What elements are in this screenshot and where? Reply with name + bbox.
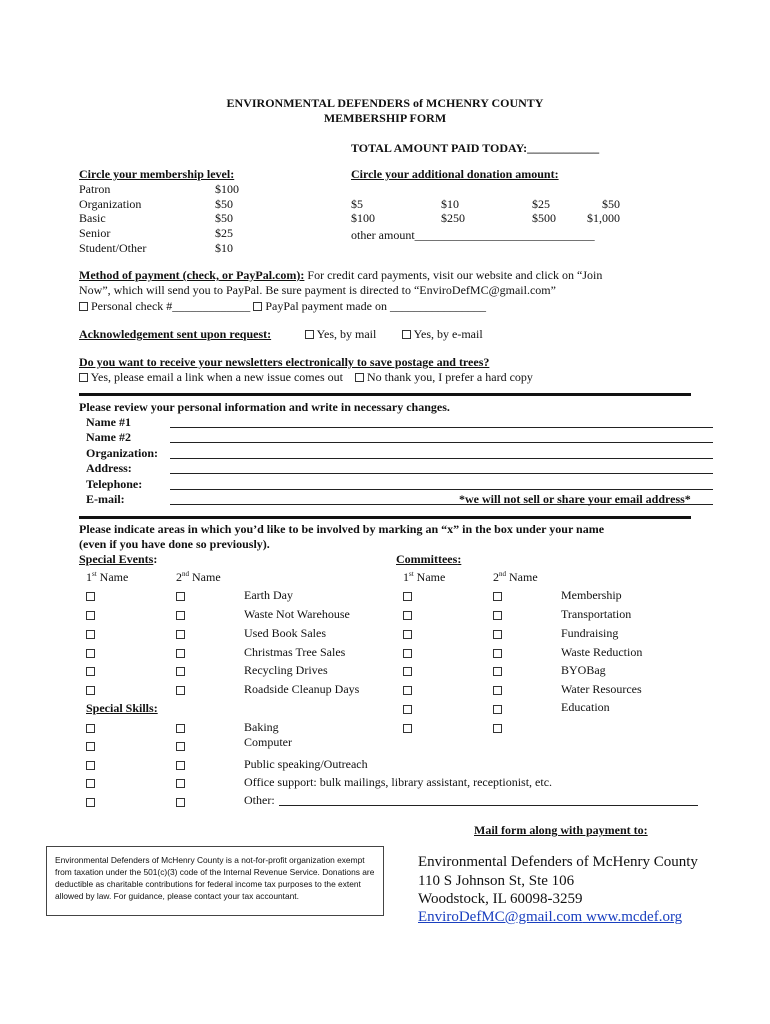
ordinal-suffix: nd (499, 570, 506, 578)
email-link[interactable]: EnviroDefMC@gmail.com (418, 909, 583, 925)
ordinal-suffix: st (409, 570, 414, 578)
website-link[interactable]: www.mcdef.org (582, 909, 683, 925)
other-amount-field[interactable]: other amount______________________________ (351, 228, 595, 242)
checkbox[interactable] (403, 724, 412, 733)
event-checkbox-name2 (176, 589, 185, 604)
committee-checkbox-name2 (493, 664, 502, 679)
paypal-checkbox[interactable] (253, 302, 262, 311)
event-checkbox-name2 (176, 646, 185, 661)
checkbox[interactable] (176, 611, 185, 620)
section-divider (79, 393, 691, 396)
newsletter-question: Do you want to receive your newsletters electronically to save postage and trees? (79, 355, 490, 369)
checkbox[interactable] (176, 779, 185, 788)
skill-label: Public speaking/Outreach (244, 757, 368, 771)
form-title: ENVIRONMENTAL DEFENDERS of MCHENRY COUNTY (226, 96, 544, 110)
skill-checkbox-name2 (176, 739, 185, 754)
event-label: Recycling Drives (244, 663, 328, 677)
donation-amount[interactable]: $25 (532, 197, 550, 211)
ack-email-label[interactable]: Yes, by e-mail (413, 327, 483, 341)
mail-street: 110 S Johnson St, Ste 106 (418, 873, 575, 889)
donation-amount[interactable]: $100 (351, 211, 375, 225)
committee-label: BYOBag (561, 663, 606, 677)
column-label: Name (96, 570, 129, 584)
checkbox[interactable] (86, 686, 95, 695)
checkbox[interactable] (493, 667, 502, 676)
donation-amount[interactable]: $250 (441, 211, 465, 225)
mail-contact (418, 908, 682, 926)
checkbox[interactable] (86, 630, 95, 639)
committee-label: Education (561, 700, 610, 714)
personal-check-checkbox[interactable] (79, 302, 88, 311)
checkbox[interactable] (176, 686, 185, 695)
event-label: Waste Not Warehouse (244, 607, 350, 621)
event-label: Used Book Sales (244, 626, 326, 640)
newsletter-yes-label[interactable]: Yes, please email a link when a new issue comes out (90, 370, 343, 384)
event-checkbox-name2 (176, 664, 185, 679)
newsletter-no-label[interactable]: No thank you, I prefer a hard copy (366, 370, 533, 384)
membership-heading: Circle your membership level: (79, 167, 235, 181)
ack-email-checkbox[interactable] (402, 330, 411, 339)
skill-label: Computer (244, 735, 292, 749)
checkbox[interactable] (493, 649, 502, 658)
second-name-column-header (176, 570, 221, 585)
checkbox[interactable] (86, 611, 95, 620)
ordinal-suffix: st (92, 570, 97, 578)
telephone-field[interactable] (170, 489, 713, 490)
organization-field[interactable] (170, 458, 713, 459)
skill-checkbox-name1 (86, 795, 95, 810)
checkbox[interactable] (176, 592, 185, 601)
checkbox[interactable] (86, 592, 95, 601)
committee-checkbox-name1 (403, 608, 412, 623)
checkbox[interactable] (403, 686, 412, 695)
special-skills-heading: Special Skills: (86, 701, 158, 715)
checkbox[interactable] (176, 667, 185, 676)
tax-exempt-notice: Environmental Defenders of McHenry County is a not-for-profit organization exempt from taxation under the 501(c)(3) code of the Internal Revenue Service. Donations are deductible as charitable contributions for federal income tax purposes to the extent allowed by law. For guidance, please contact your tax accountant. (46, 846, 384, 916)
checkbox[interactable] (86, 742, 95, 751)
committee-checkbox-name2 (493, 683, 502, 698)
special-events-label: Special Events (79, 552, 154, 566)
ordinal-suffix: nd (182, 570, 189, 578)
email-privacy-note: *we will not sell or share your email address* (459, 492, 691, 506)
donation-amount[interactable]: $5 (351, 197, 363, 211)
newsletter-no-checkbox[interactable] (355, 373, 364, 382)
skill-checkbox-name2 (176, 758, 185, 773)
committee-checkbox-name2 (493, 702, 502, 717)
checkbox[interactable] (86, 798, 95, 807)
membership-level-name[interactable]: Basic (79, 211, 106, 225)
event-checkbox-name1 (86, 589, 95, 604)
committee-label: Water Resources (561, 682, 642, 696)
column-label: Name (506, 570, 538, 584)
committee-label: Waste Reduction (561, 645, 643, 659)
donation-heading: Circle your additional donation amount: (351, 167, 559, 181)
donation-amount[interactable]: $10 (441, 197, 459, 211)
ack-mail-label[interactable]: Yes, by mail (316, 327, 377, 341)
event-label: Earth Day (244, 588, 293, 602)
event-checkbox-name1 (86, 683, 95, 698)
email-field[interactable] (170, 504, 456, 505)
checkbox[interactable] (176, 798, 185, 807)
committee-checkbox-name2 (493, 589, 502, 604)
membership-level-name[interactable]: Patron (79, 182, 111, 196)
checkbox[interactable] (493, 592, 502, 601)
skill-checkbox-name1 (86, 739, 95, 754)
checkbox[interactable] (493, 705, 502, 714)
payment-method-text: For credit card payments, visit our website and click on “Join (304, 268, 603, 282)
checkbox[interactable] (403, 630, 412, 639)
committee-checkbox-name1 (403, 646, 412, 661)
checkbox[interactable] (403, 649, 412, 658)
event-checkbox-name1 (86, 646, 95, 661)
checkbox[interactable] (86, 667, 95, 676)
column-label: Name (413, 570, 446, 584)
committee-checkbox-name1 (403, 664, 412, 679)
committee-checkbox-name2 (493, 608, 502, 623)
membership-level-amount[interactable]: $25 (215, 226, 233, 240)
committees-label: Committees (396, 552, 458, 566)
skill-checkbox-name1 (86, 721, 95, 736)
first-name-column-header (403, 570, 445, 585)
colon: : (457, 552, 462, 566)
name1-field[interactable] (170, 427, 713, 428)
committee-checkbox-name2 (493, 627, 502, 642)
payment-method-line2: Now”, which will send you to PayPal. Be sure payment is directed to “EnviroDefMC@gmail.com” (79, 283, 556, 297)
email-field-continued[interactable] (456, 504, 713, 505)
committees-heading (396, 552, 461, 567)
event-checkbox-name1 (86, 664, 95, 679)
first-name-column-header (86, 570, 128, 585)
checkbox[interactable] (86, 724, 95, 733)
committee-label: Transportation (561, 607, 632, 621)
skill-checkbox-name2 (176, 795, 185, 810)
ordinal: 1 (403, 570, 409, 584)
membership-level-name[interactable]: Senior (79, 226, 111, 240)
name1-label: Name #1 (86, 415, 131, 429)
membership-level-amount[interactable]: $50 (215, 197, 233, 211)
colon: : (153, 552, 158, 566)
acknowledgement-label: Acknowledgement sent upon request: (79, 327, 272, 341)
mail-org: Environmental Defenders of McHenry County (418, 854, 698, 870)
payment-options (79, 299, 486, 314)
checkbox[interactable] (176, 761, 185, 770)
ack-email-option (402, 327, 483, 342)
membership-level-amount[interactable]: $100 (215, 182, 239, 196)
telephone-label: Telephone: (86, 477, 143, 491)
form-subtitle: MEMBERSHIP FORM (323, 111, 447, 125)
donation-amount[interactable]: $1,000 (587, 211, 620, 225)
checkbox[interactable] (86, 649, 95, 658)
checkbox[interactable] (86, 779, 95, 788)
membership-level-name[interactable]: Student/Other (79, 241, 147, 255)
checkbox[interactable] (86, 761, 95, 770)
skill-label: Other: (244, 793, 275, 807)
event-label: Christmas Tree Sales (244, 645, 346, 659)
ack-mail-option (305, 327, 376, 342)
name2-label: Name #2 (86, 430, 131, 444)
personal-check-label[interactable]: Personal check #_____________ (91, 299, 251, 313)
involvement-subheading: (even if you have done so previously). (79, 537, 270, 551)
checkbox[interactable] (176, 630, 185, 639)
committee-checkbox-name1 (403, 627, 412, 642)
skill-checkbox-name1 (86, 758, 95, 773)
payment-method-heading: Method of payment (check, or PayPal.com): (79, 268, 305, 282)
committee-checkbox-name2 (493, 721, 502, 736)
ordinal: 2 (176, 570, 182, 584)
checkbox[interactable] (493, 611, 502, 620)
committee-checkbox-name2 (493, 646, 502, 661)
ordinal: 1 (86, 570, 92, 584)
other-skill-field[interactable] (279, 805, 698, 806)
involvement-heading: Please indicate areas in which you’d like to be involved by marking an “x” in the box under your name (79, 522, 605, 536)
checkbox[interactable] (493, 686, 502, 695)
event-checkbox-name1 (86, 627, 95, 642)
committee-checkbox-name1 (403, 721, 412, 736)
checkbox[interactable] (493, 724, 502, 733)
address-field[interactable] (170, 473, 713, 474)
checkbox[interactable] (176, 724, 185, 733)
ack-mail-checkbox[interactable] (305, 330, 314, 339)
donation-amount[interactable]: $500 (532, 211, 556, 225)
membership-level-amount[interactable]: $10 (215, 241, 233, 255)
event-checkbox-name1 (86, 608, 95, 623)
skill-checkbox-name2 (176, 776, 185, 791)
checkbox[interactable] (403, 667, 412, 676)
checkbox[interactable] (176, 649, 185, 658)
skill-checkbox-name2 (176, 721, 185, 736)
committee-checkbox-name1 (403, 683, 412, 698)
column-label: Name (189, 570, 221, 584)
paypal-label[interactable]: PayPal payment made on ________________ (265, 299, 486, 313)
event-checkbox-name2 (176, 608, 185, 623)
committee-label: Fundraising (561, 626, 619, 640)
skill-label: Baking (244, 720, 279, 734)
donation-amount[interactable]: $50 (602, 197, 620, 211)
mail-heading: Mail form along with payment to: (474, 823, 648, 837)
event-checkbox-name2 (176, 627, 185, 642)
section-divider (79, 516, 691, 519)
checkbox[interactable] (403, 592, 412, 601)
checkbox[interactable] (176, 742, 185, 751)
mail-city: Woodstock, IL 60098-3259 (418, 891, 583, 907)
payment-method-line1 (79, 268, 602, 283)
membership-level-amount[interactable]: $50 (215, 211, 233, 225)
event-label: Roadside Cleanup Days (244, 682, 360, 696)
ordinal: 2 (493, 570, 499, 584)
committee-checkbox-name1 (403, 702, 412, 717)
name2-field[interactable] (170, 442, 713, 443)
event-checkbox-name2 (176, 683, 185, 698)
checkbox[interactable] (403, 705, 412, 714)
skill-checkbox-name1 (86, 776, 95, 791)
newsletter-options (79, 370, 533, 385)
special-events-heading (79, 552, 157, 567)
checkbox[interactable] (493, 630, 502, 639)
checkbox[interactable] (403, 611, 412, 620)
newsletter-yes-checkbox[interactable] (79, 373, 88, 382)
committee-checkbox-name1 (403, 589, 412, 604)
total-amount-paid[interactable]: TOTAL AMOUNT PAID TODAY:____________ (351, 141, 600, 155)
email-label: E-mail: (86, 492, 125, 506)
membership-level-name[interactable]: Organization (79, 197, 142, 211)
personal-info-heading: Please review your personal information and write in necessary changes. (79, 400, 450, 414)
address-label: Address: (86, 461, 132, 475)
second-name-column-header (493, 570, 538, 585)
organization-label: Organization: (86, 446, 158, 460)
skill-label: Office support: bulk mailings, library assistant, receptionist, etc. (244, 775, 553, 789)
committee-label: Membership (561, 588, 622, 602)
